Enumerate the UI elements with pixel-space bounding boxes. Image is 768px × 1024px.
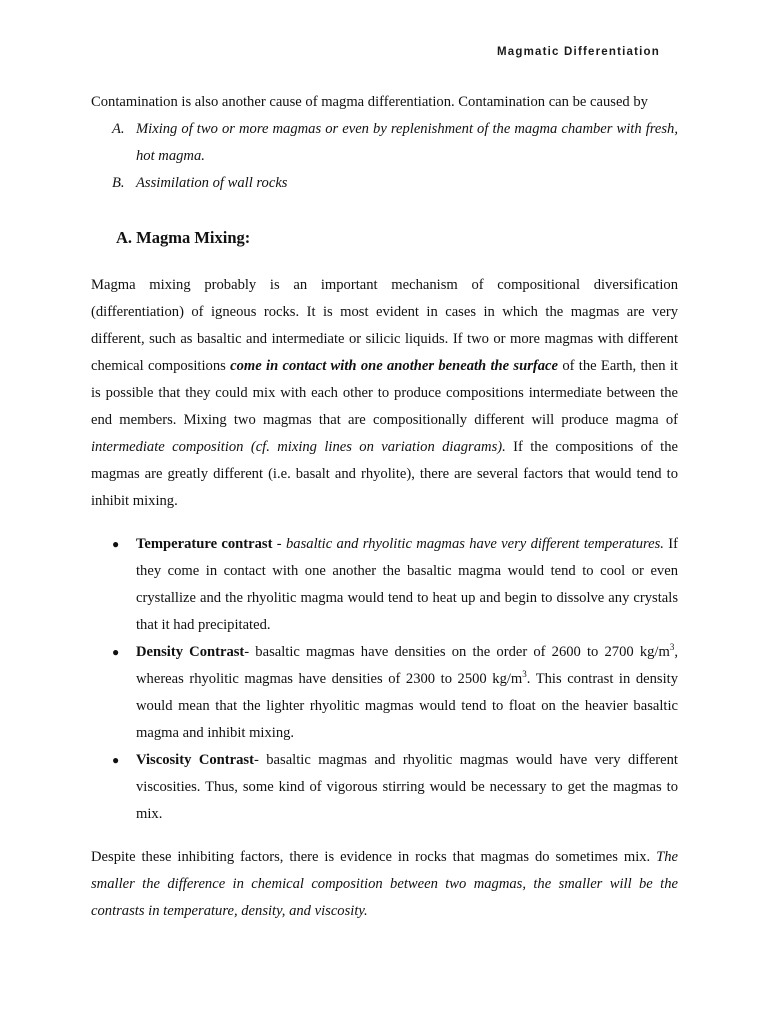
- text-run: - basaltic magmas and rhyolitic magmas would have very different viscosities. Thus, some kind of vigorous stirring would be necessary to get the magmas to mix.: [136, 752, 678, 822]
- superscript: 3: [522, 669, 527, 680]
- inhibiting-factors-list: [112, 531, 678, 828]
- factor-term: Density Contrast: [136, 644, 245, 660]
- text-run: Despite these inhibiting factors, there is evidence in rocks that magmas do sometimes mix.: [91, 849, 657, 865]
- emphasis-text: come in contact with one another beneath the surface: [230, 358, 559, 374]
- text-run: Magma mixing probably is an important mechanism of compositional diversification (differentiation) of igneous rocks. It is most evident in cases in which the magmas are very different, such as basaltic and intermediate or silicic liquids. If two or more magmas with different chemical compositions: [91, 277, 678, 374]
- section-heading: A. Magma Mixing:: [116, 228, 251, 247]
- list-marker: B.: [112, 175, 125, 191]
- factor-viscosity: [112, 747, 678, 828]
- text-run: , whereas rhyolitic magmas have densities of 2300 to 2500 kg/m: [136, 644, 678, 687]
- emphasis-text: intermediate composition (cf. mixing lines on variation diagrams).: [91, 439, 506, 455]
- contamination-list: [91, 116, 678, 197]
- factor-density: [112, 639, 678, 747]
- text-run: - basaltic magmas have densities on the order of 2600 to 2700 kg/m: [244, 644, 670, 660]
- text-run: . This contrast in density would mean that the lighter rhyolitic magmas would tend to float on the heavier basaltic magma and inhibit mixing.: [136, 671, 678, 741]
- conclusion-paragraph: [91, 844, 678, 925]
- text-run: If the compositions of the magmas are greatly different (i.e. basalt and rhyolite), there are several factors that would tend to inhibit mixing.: [91, 439, 678, 509]
- intro-sentence: Contamination is also another cause of magma differentiation. Contamination can be caused by: [91, 94, 648, 110]
- text-run: of the Earth, then it is possible that they could mix with each other to produce compositions intermediate between the end members. Mixing two magmas that are compositionally different will produce magma of: [91, 358, 678, 428]
- contamination-item-b: [112, 170, 678, 197]
- emphasis-text: basaltic and rhyolitic magmas have very different temperatures.: [286, 536, 664, 552]
- list-item-text: Assimilation of wall rocks: [136, 175, 288, 191]
- bullet-icon: ●: [112, 753, 120, 767]
- factor-temperature: [112, 531, 678, 639]
- factor-term: Viscosity Contrast: [136, 752, 254, 768]
- text-run: -: [272, 536, 286, 552]
- bullet-icon: ●: [112, 537, 120, 551]
- emphasis-text: The smaller the difference in chemical composition between two magmas, the smaller will be the contrasts in temperature, density, and viscosity.: [91, 849, 678, 919]
- text-run: If they come in contact with one another the basaltic magma would tend to cool or even crystallize and the rhyolitic magma would tend to heat up and begin to dissolve any crystals that it had precipitated.: [136, 536, 678, 633]
- running-header: Magmatic Differentiation: [497, 46, 660, 58]
- factor-term: Temperature contrast: [136, 536, 273, 552]
- magma-mixing-paragraph: [91, 272, 678, 515]
- contamination-item-a: [112, 116, 678, 170]
- paragraph-text: [91, 844, 678, 925]
- list-item-text: Mixing of two or more magmas or even by replenishment of the magma chamber with fresh, hot magma.: [136, 121, 678, 164]
- list-marker: A.: [112, 121, 125, 137]
- superscript: 3: [669, 642, 675, 653]
- paragraph-text: [91, 272, 678, 515]
- bullet-icon: ●: [112, 645, 120, 659]
- intro-block: [91, 89, 678, 197]
